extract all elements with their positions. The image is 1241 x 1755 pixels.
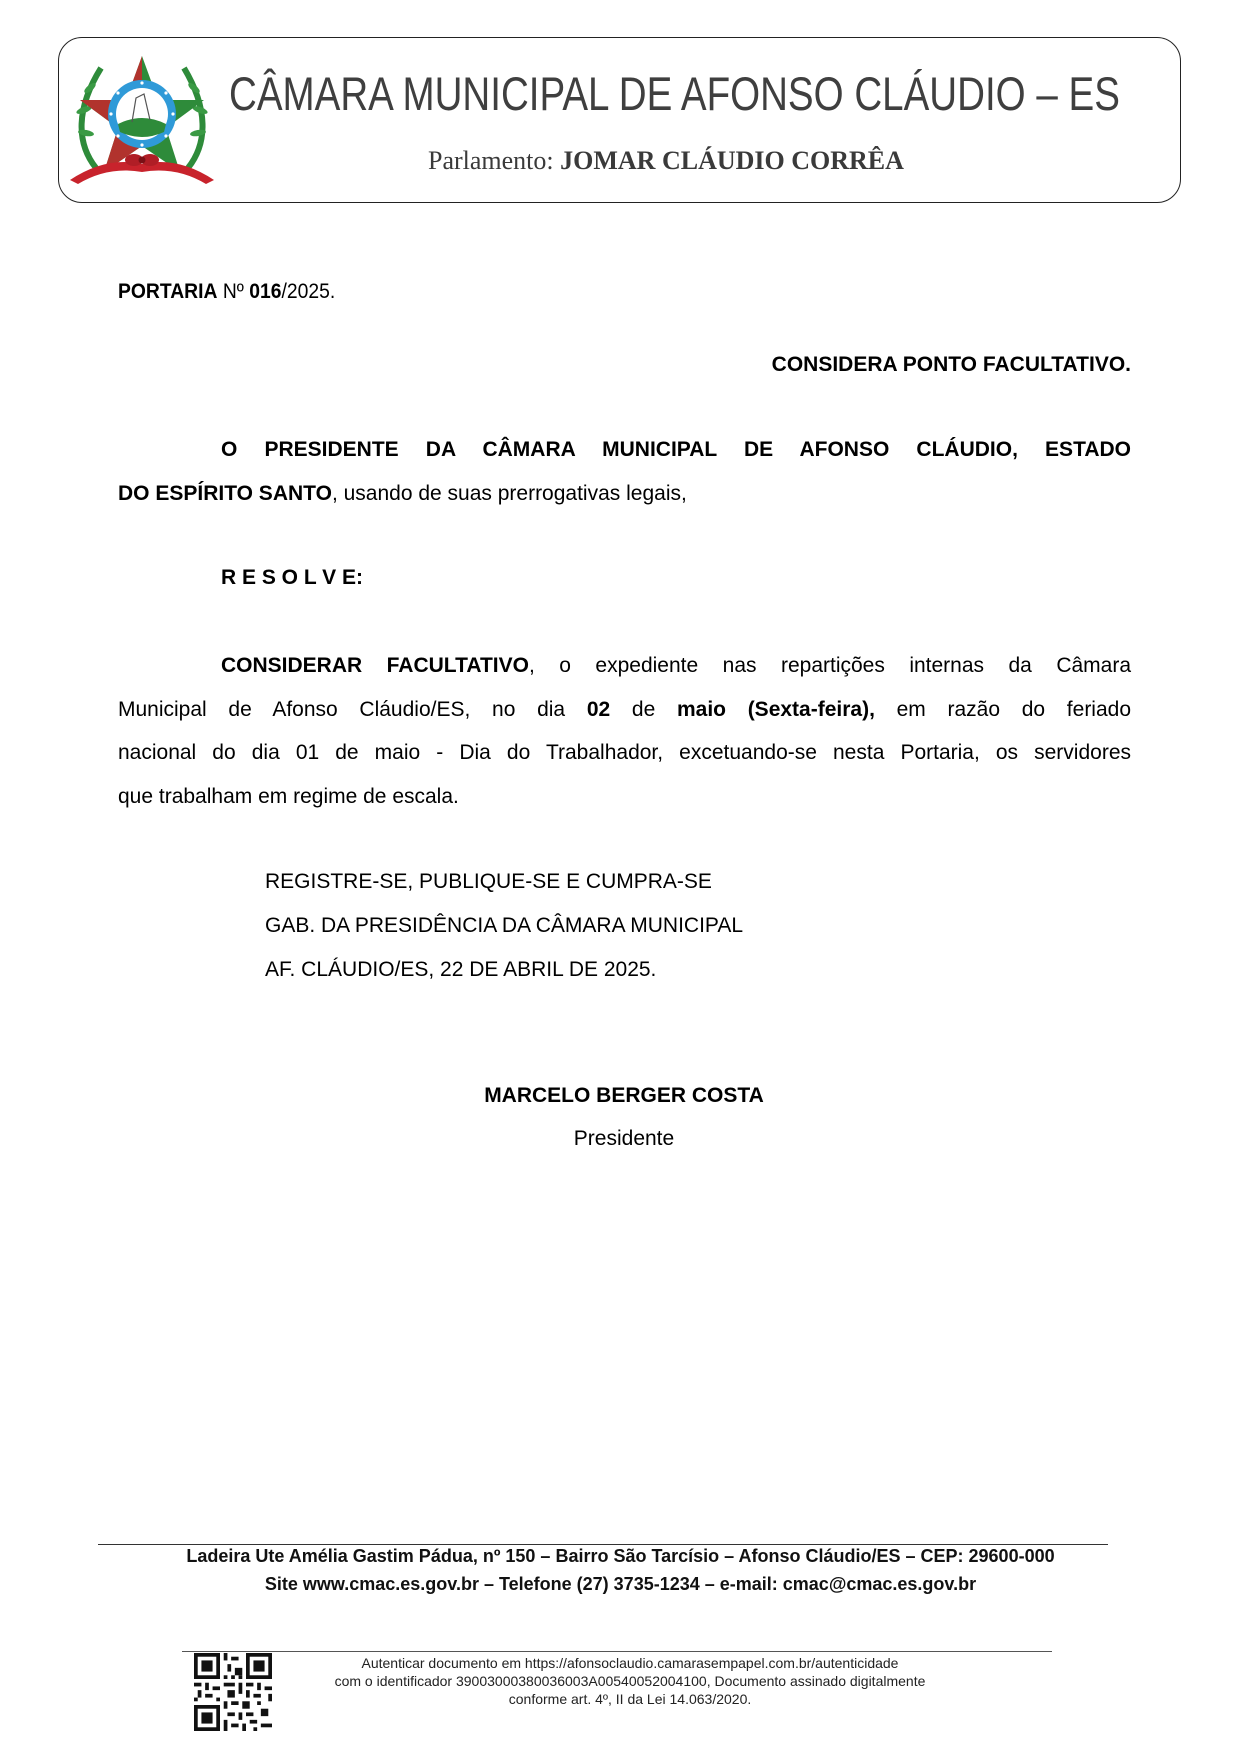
parlamento-name: JOMAR CLÁUDIO CORRÊA xyxy=(560,146,904,175)
state-coat-of-arms-icon xyxy=(66,48,218,190)
body-l2-c: de xyxy=(610,697,677,721)
parlamento-label: Parlamento: xyxy=(428,146,554,175)
signer-role: Presidente xyxy=(573,1127,675,1150)
portaria-label: PORTARIA xyxy=(118,280,218,303)
preamble-rest: , usando de suas prerrogativas legais, xyxy=(331,481,687,505)
closing-line-2: GAB. DA PRESIDÊNCIA DA CÂMARA MUNICIPAL xyxy=(265,914,744,937)
preamble-line-1 xyxy=(118,428,1131,472)
auth-line-2: com o identificador 39003000380036003A00540052004100, Documento assinado digitalmente xyxy=(334,1673,926,1689)
footer-contact: Site www.cmac.es.gov.br – Telefone (27) 3735-1234 – e-mail: cmac@cmac.es.gov.br xyxy=(264,1574,977,1594)
ementa: CONSIDERA PONTO FACULTATIVO. xyxy=(771,353,1131,376)
closing-line-3: AF. CLÁUDIO/ES, 22 DE ABRIL DE 2025. xyxy=(265,958,657,981)
auth-line-3: conforme art. 4º, II da Lei 14.063/2020. xyxy=(508,1691,752,1707)
body-line-3: nacional do dia 01 de maio - Dia do Trabalhador, excetuando-se nesta Portaria, os servidores xyxy=(118,741,1131,764)
parlamento-line xyxy=(428,146,904,176)
chamber-title: CÂMARA MUNICIPAL DE AFONSO CLÁUDIO – ES xyxy=(229,67,1120,120)
preamble-line-2 xyxy=(118,472,1131,516)
preamble xyxy=(118,428,1131,515)
body-line-2 xyxy=(118,688,1131,732)
portaria-year: /2025. xyxy=(281,280,336,303)
qr-code-icon[interactable] xyxy=(194,1653,272,1731)
portaria-num: 016 xyxy=(249,280,282,303)
closing-line-1: REGISTRE-SE, PUBLIQUE-SE E CUMPRA-SE xyxy=(265,870,712,893)
auth-line-1: Autenticar documento em https://afonsoclaudio.camarasempapel.com.br/autenticidade xyxy=(361,1655,899,1671)
auth-divider xyxy=(182,1651,1052,1652)
footer-divider xyxy=(98,1544,1108,1545)
preamble-bold-2: DO ESPÍRITO SANTO xyxy=(118,481,332,505)
body-l1-rest: , o expediente nas repartições internas da Câmara xyxy=(528,654,1132,677)
authentication-notice xyxy=(290,1654,970,1708)
footer-address: Ladeira Ute Amélia Gastim Pádua, nº 150 – Bairro São Tarcísio – Afonso Cláudio/ES – CEP: 29600-000 xyxy=(186,1546,1055,1566)
preamble-bold-1: O PRESIDENTE DA CÂMARA MUNICIPAL DE AFONSO CLÁUDIO, ESTADO xyxy=(221,438,1131,461)
body-line-4: que trabalham em regime de escala. xyxy=(118,784,459,808)
body-paragraph xyxy=(118,644,1131,818)
body-bold-facultativo: CONSIDERAR FACULTATIVO xyxy=(221,654,529,677)
body-day: 02 xyxy=(586,697,611,721)
portaria-number xyxy=(118,270,335,314)
portaria-no: Nº xyxy=(222,280,244,303)
signer-name: MARCELO BERGER COSTA xyxy=(484,1084,764,1107)
resolve-heading: R E S O L V E: xyxy=(221,566,363,589)
body-l2-a: Municipal de Afonso Cláudio/ES, no dia xyxy=(118,697,587,721)
body-l2-e: em razão do feriado xyxy=(874,697,1132,721)
body-line-1 xyxy=(118,644,1131,688)
body-month-weekday: maio (Sexta-feira), xyxy=(676,697,875,721)
